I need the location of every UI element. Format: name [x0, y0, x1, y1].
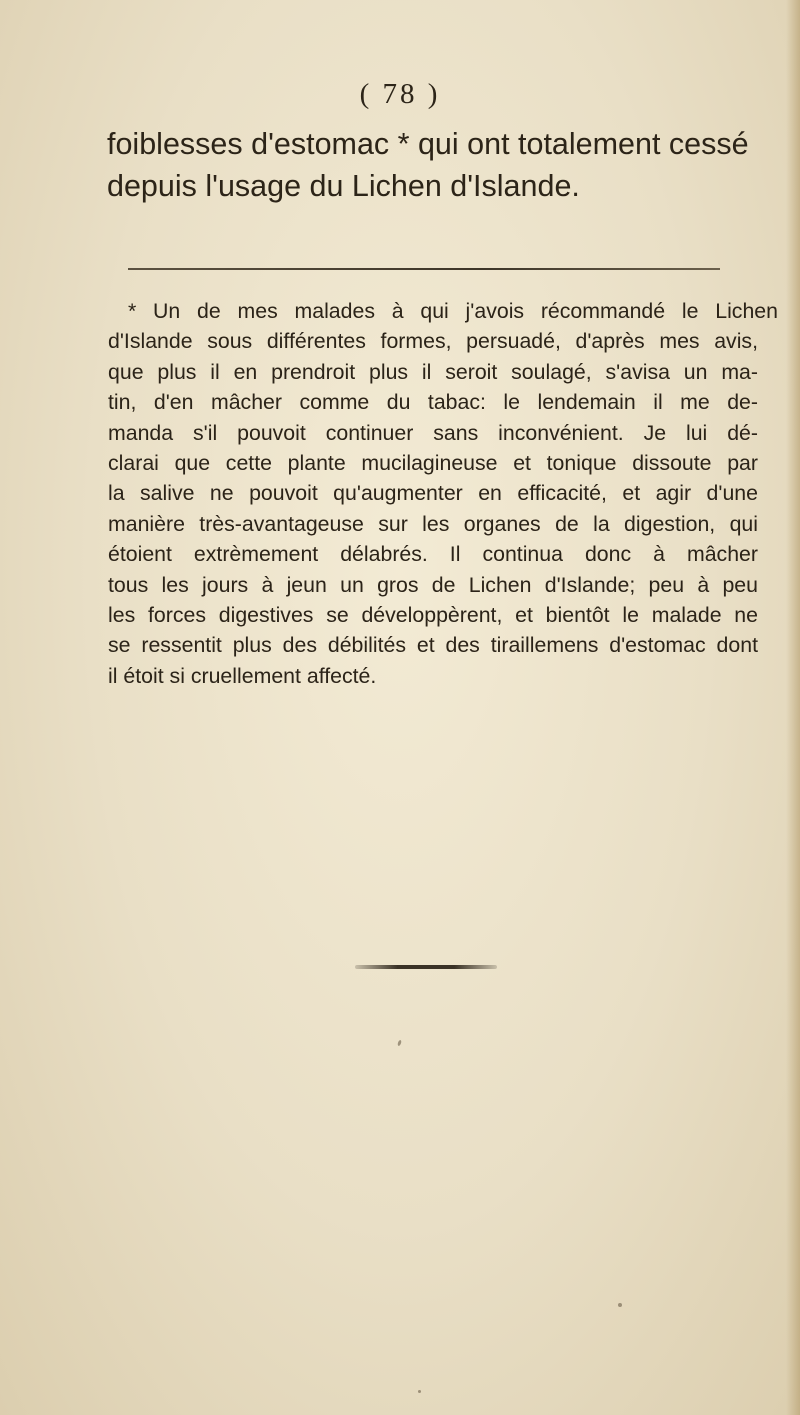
paper-speck: [418, 1390, 421, 1393]
paper-speck: [397, 1040, 402, 1047]
main-text: [107, 123, 767, 207]
footnote-line: manière très-avantageuse sur les organes de la digestion, qui: [108, 511, 758, 536]
footnote-line: tous les jours à jeun un gros de Lichen d'Islande; peu à peu: [108, 572, 758, 597]
end-ornament-rule: [355, 965, 497, 969]
footnote-line: manda s'il pouvoit continuer sans inconvénient. Je lui dé-: [108, 420, 758, 445]
footnote-line: * Un de mes malades à qui j'avois récommandé le Lichen: [128, 299, 778, 323]
footnote-line: les forces digestives se développèrent, et bientôt le malade ne: [108, 603, 758, 628]
paper-speck: [618, 1303, 622, 1307]
main-text-line: depuis l'usage du Lichen d'Islande.: [107, 169, 580, 203]
main-text-line: foiblesses d'estomac * qui ont totalement cessé: [107, 127, 749, 161]
footnote-line: d'Islande sous différentes formes, persuadé, d'après mes avis,: [108, 329, 758, 354]
footnote-line: il étoit si cruellement affecté.: [108, 663, 377, 688]
page-edge-shadow: [786, 0, 800, 1415]
page-number: ( 78 ): [359, 78, 441, 110]
footnote-line: tin, d'en mâcher comme du tabac: le lendemain il me de-: [108, 390, 758, 415]
footnote-line: que plus il en prendroit plus il seroit soulagé, s'avisa un ma-: [108, 359, 758, 384]
footnote-line: se ressentit plus des débilités et des tiraillemens d'estomac dont: [108, 633, 758, 658]
footnote-separator-rule: [128, 268, 720, 270]
footnote-line: clarai que cette plante mucilagineuse et tonique dissoute par: [108, 451, 758, 476]
footnote: [108, 296, 778, 691]
footnote-line: la salive ne pouvoit qu'augmenter en efficacité, et agir d'une: [108, 481, 758, 506]
footnote-line: étoient extrèmement délabrés. Il continua donc à mâcher: [108, 542, 758, 567]
